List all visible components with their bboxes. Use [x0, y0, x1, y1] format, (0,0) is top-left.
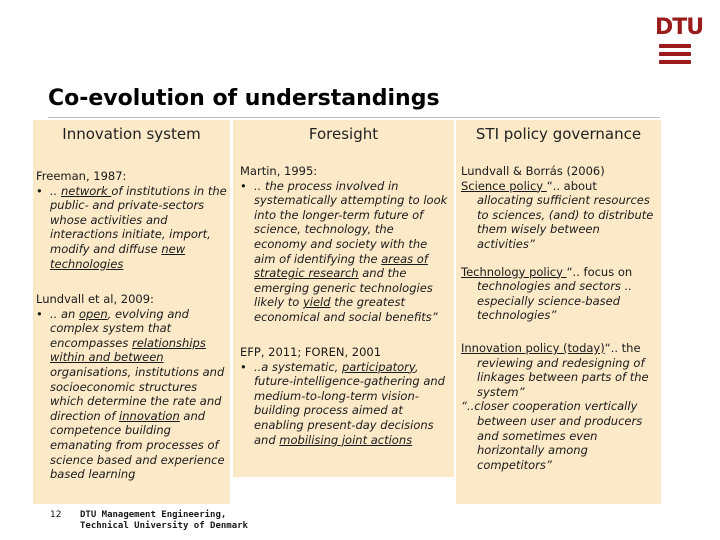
efp-bullet: • ..a systematic, participatory, future-intelligence-gathering and medium-to-long-term vision-building process aimed at enabling present-day decisions and mobilising joint actions [240, 359, 445, 447]
lundvall-borras-cite: Lundvall & Borrás (2006) [461, 164, 605, 178]
title-divider [48, 117, 660, 118]
freeman-bullet: • .. network of institutions in the public- and private-sectors whose activities and interactions initiate, import, modify and diffuse new technologies [36, 183, 227, 271]
dtu-logo [655, 15, 704, 76]
slide-title: Co-evolution of understandings [48, 86, 440, 111]
foresight-header: Foresight [308, 125, 379, 143]
innovation-policy-item: Innovation policy (today)“.. the [461, 340, 641, 355]
efp-cite: EFP, 2011; FOREN, 2001 [240, 345, 382, 359]
closer-cooperation-text: between user and producers and sometimes even horizontally among competitors” [477, 413, 643, 472]
martin-bullet: • .. the process involved in systematically attempting to look into the longer-term future of science, technology, the economy and society with the aim of identifying the areas of strategic research and the emerging generic technologies likely to yield the greatest economical and social benefits” [240, 178, 448, 324]
lundvall-cite: Lundvall et al, 2009: [36, 292, 154, 306]
footer-line-1: DTU Management Engineering, [80, 510, 227, 520]
logo-bars [655, 44, 695, 64]
innovation-system-header: Innovation system [62, 125, 201, 143]
footer-institution [80, 510, 248, 532]
foresight-panel [233, 120, 454, 477]
lundvall-citation-block [36, 292, 228, 482]
freeman-citation-block [36, 169, 228, 271]
martin-cite: Martin, 1995: [240, 164, 318, 178]
freeman-cite: Freeman, 1987: [36, 169, 127, 183]
science-policy-text: allocating sufficient resources to sciences, (and) to distribute them wisely between activities” [477, 193, 654, 251]
logo-text: DTU [655, 15, 704, 40]
technology-policy-text: technologies and sectors .. especially science-based technologies” [477, 279, 632, 323]
page-number: 12 [50, 510, 62, 520]
closer-cooperation-item: “..closer cooperation vertically [461, 399, 638, 414]
footer-line-2: Technical University of Denmark [80, 521, 248, 531]
martin-citation-block [240, 164, 450, 325]
sti-policy-header: STI policy governance [475, 125, 642, 143]
lundvall-borras-block [461, 164, 659, 472]
innovation-system-panel [33, 120, 230, 504]
innovation-policy-text: reviewing and redesigning of linkages between parts of the system” [477, 355, 649, 399]
sti-policy-panel [456, 120, 661, 504]
science-policy-item: Science policy “.. about [461, 178, 597, 193]
technology-policy-item: Technology policy “.. focus on [461, 264, 633, 279]
efp-citation-block [240, 345, 450, 447]
lundvall-bullet: • .. an open, evolving and complex system that encompasses relationships within and between organisations, institutions and socioeconomic structures which determine the rate and direction of innovation and competence building emanating from processes of science based and experience based learning [36, 306, 225, 482]
